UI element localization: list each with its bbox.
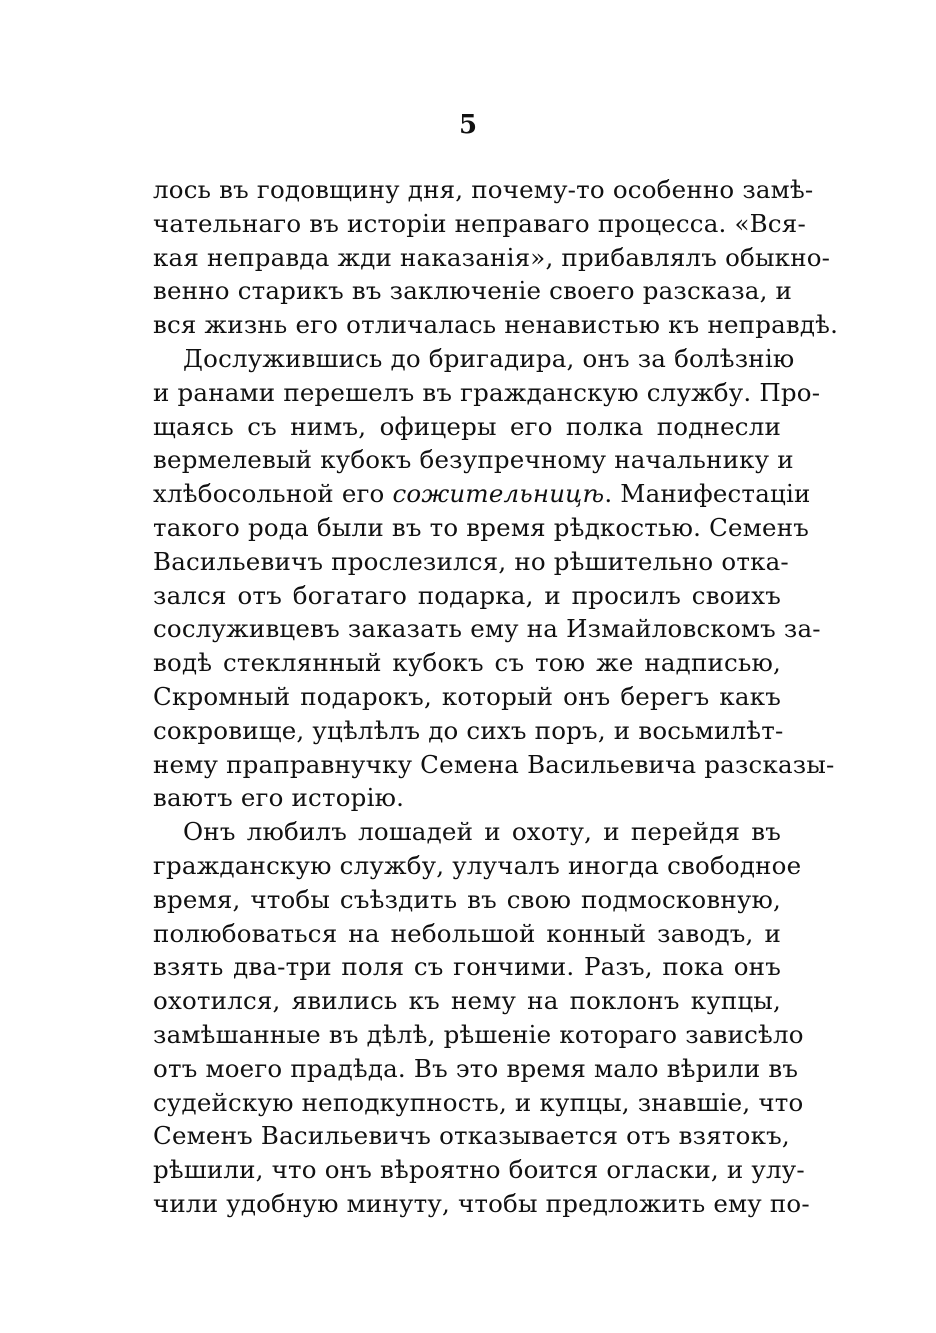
italic-phrase: сожительницѣ [392,479,605,509]
text-line: кая неправда жди наказанія», прибавлялъ обыкно- [153,242,831,272]
text-line: рѣшили, что онъ вѣроятно боится огласки, и улу- [153,1155,805,1185]
text-line: Васильевичъ прослезился, но рѣшительно отка- [153,546,789,576]
text-line: ваютъ его исторію. [153,783,405,813]
text-line: чили удобную минуту, чтобы предложить ему по- [153,1188,810,1218]
page-number: 5 [458,110,478,140]
text-line: лось въ годовщину дня, почему-то особенно замѣ- [153,175,814,204]
text-line: чательнаго въ исторіи неправаго процесса. «Вся- [153,208,806,238]
text-line: такого рода были въ то время рѣдкостью. Семенъ [153,512,810,542]
text-line: время, чтобы съѣздить въ свою подмосковную, [153,884,781,914]
text-line: судейскую неподкупность, и купцы, знавшіе, что [153,1087,804,1117]
body-text [153,173,839,1221]
text-line: полюбоваться на небольшой конный заводъ, и [153,918,781,948]
text-line: Скромный подарокъ, который онъ берегъ какъ [153,681,781,711]
text-line: вся жизнь его отличалась ненавистью къ неправдѣ. [153,310,839,340]
text-line: зался отъ богатаго подарка, и просилъ своихъ [153,580,781,610]
text-line-italic: хлѣбосольной его сожительницѣ. Манифестаціи [153,479,811,509]
text-line: вермелевый кубокъ безупречному начальнику и [153,445,794,475]
text-line: водѣ стеклянный кубокъ съ тою же надписью, [153,648,781,678]
text-line: сослуживцевъ заказать ему на Измайловскомъ за- [153,614,821,644]
text-line: венно старикъ въ заключеніе своего разсказа, и [153,276,793,306]
text-line: щаясь съ нимъ, офицеры его полка поднесли [153,411,781,441]
text-line: замѣшанные въ дѣлѣ, рѣшеніе котораго зависѣло [153,1019,804,1049]
text-line: сокровище, уцѣлѣлъ до сихъ поръ, и восьмилѣт- [153,715,784,745]
text-line: гражданскую службу, улучалъ иногда свободное [153,850,802,880]
text-line: и ранами перешелъ въ гражданскую службу. Про- [153,377,821,407]
text-line: нему праправнучку Семена Васильевича разсказы- [153,749,835,779]
text-line: взять два-три поля съ гончими. Разъ, пока онъ [153,952,781,982]
text-line: охотился, явились къ нему на поклонъ купцы, [153,986,781,1016]
text-line: Семенъ Васильевичъ отказывается отъ взятокъ, [153,1121,790,1151]
text-line: Дослужившись до бригадира, онъ за болѣзнію [183,343,795,373]
text-line: Онъ любилъ лошадей и охоту, и перейдя въ [183,817,781,847]
text-line: отъ моего прадѣда. Въ это время мало вѣрили въ [153,1053,799,1083]
